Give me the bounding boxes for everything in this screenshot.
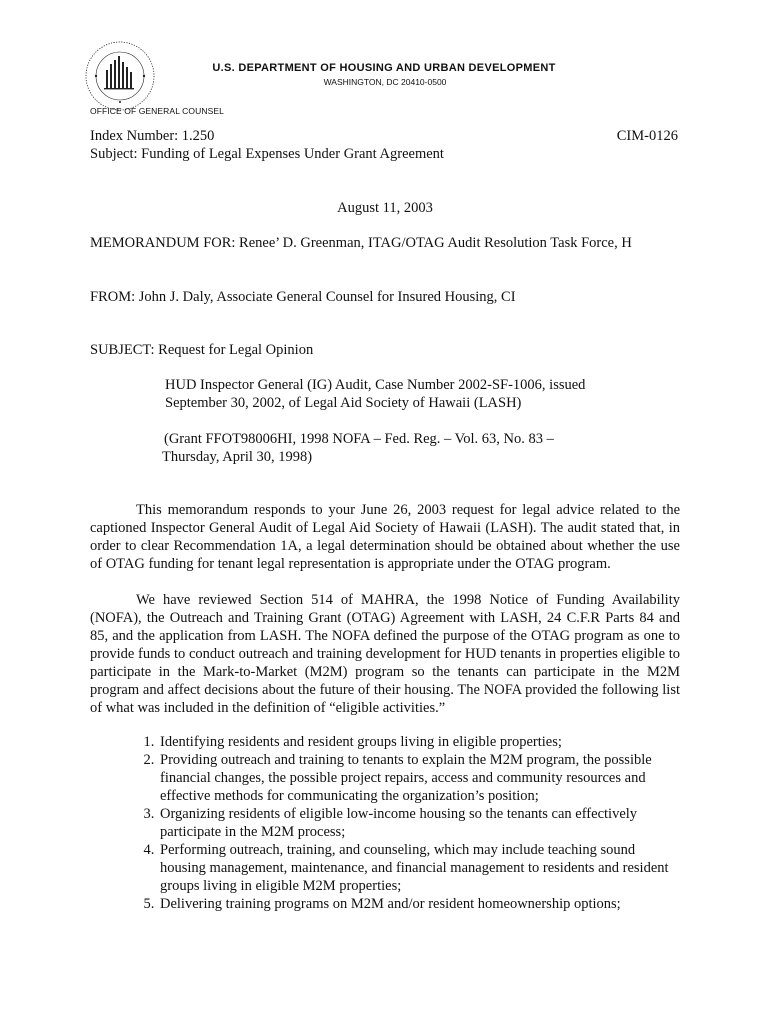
office-name: OFFICE OF GENERAL COUNSEL bbox=[90, 106, 224, 116]
audit-reference-line-2: September 30, 2002, of Legal Aid Society of Hawaii (LASH) bbox=[165, 395, 522, 411]
list-item: 5. Delivering training programs on M2M and/or resident homeownership options; bbox=[158, 895, 680, 913]
audit-reference-line-1: HUD Inspector General (IG) Audit, Case Number 2002-SF-1006, issued bbox=[165, 377, 586, 393]
memo-subject: SUBJECT: Request for Legal Opinion bbox=[90, 342, 314, 358]
grant-reference-line-2: Thursday, April 30, 1998) bbox=[162, 449, 313, 465]
memo-date: August 11, 2003 bbox=[337, 200, 433, 216]
list-item: 3. Organizing residents of eligible low-income housing so the tenants can effectively participate in the M2M process; bbox=[158, 805, 680, 841]
index-number: Index Number: 1.250 bbox=[90, 128, 215, 144]
subject-line: Subject: Funding of Legal Expenses Under Grant Agreement bbox=[90, 146, 444, 162]
body-paragraph-2: We have reviewed Section 514 of MAHRA, the 1998 Notice of Funding Availability (NOFA), the Outreach and Training Grant (OTAG) Agreement with LASH, 24 C.F.R Parts 84 and 85, and the application from LASH. The NOFA defined the purpose of the OTAG program as one to provide funds to conduct outreach and training development for HUD tenants in properties eligible to participate in the Mark-to-Market (M2M) program so the tenants can participate in the M2M program and affect decisions about the future of their housing. The NOFA provided the following list of what was included in the definition of “eligible activities.” bbox=[90, 592, 680, 716]
department-address: WASHINGTON, DC 20410-0500 bbox=[323, 77, 447, 87]
body-paragraph-1: This memorandum responds to your June 26, 2003 request for legal advice related to the captioned Inspector General Audit of Legal Aid Society of Hawaii (LASH). The audit stated that, in order to clear Recommendation 1A, a legal determination should be obtained about whether the use of OTAG funding for tenant legal representation is appropriate under the OTAG program. bbox=[90, 502, 680, 572]
memorandum-for: MEMORANDUM FOR: Renee’ D. Greenman, ITAG/OTAG Audit Resolution Task Force, H bbox=[90, 235, 632, 251]
document-code: CIM-0126 bbox=[616, 128, 678, 144]
eligible-activities-list bbox=[90, 733, 680, 913]
list-item: 1. Identifying residents and resident groups living in eligible properties; bbox=[158, 733, 680, 751]
grant-reference-line-1: (Grant FFOT98006HI, 1998 NOFA – Fed. Reg. – Vol. 63, No. 83 – bbox=[164, 431, 554, 447]
hud-seal-logo bbox=[84, 40, 156, 112]
memo-from: FROM: John J. Daly, Associate General Counsel for Insured Housing, CI bbox=[90, 289, 516, 305]
list-item: 4. Performing outreach, training, and counseling, which may include teaching sound housing management, maintenance, and financial management to residents and resident groups living in eligible M2M properties; bbox=[158, 841, 680, 895]
list-item: 2. Providing outreach and training to tenants to explain the M2M program, the possible financial changes, the possible project repairs, access and community resources and effective methods for communicating the organization’s position; bbox=[158, 751, 680, 805]
department-heading: U.S. DEPARTMENT OF HOUSING AND URBAN DEVELOPMENT bbox=[212, 62, 556, 74]
